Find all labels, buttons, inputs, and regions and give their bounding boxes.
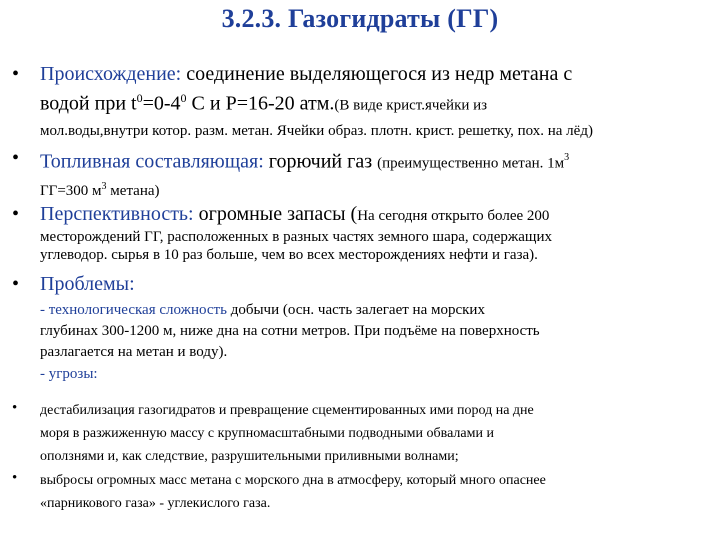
page-title: 3.2.3. Газогидраты (ГГ) (221, 4, 499, 33)
threat-1-line-2: моря в разжиженную массу с крупномасштабными подводными обвалами и (40, 426, 494, 441)
origin-text-3: мол.воды,внутри котор. разм. метан. Ячейки образ. плотн. крист. решетку, пох. на лёд) (40, 122, 593, 139)
superscript: 0 (180, 91, 187, 105)
threat-2-line-2: «парникового газа» - углекислого газа. (40, 496, 271, 511)
threats-label: - угрозы: (40, 366, 98, 382)
bullet-fuel (12, 146, 716, 202)
bullet-marker: • (12, 400, 18, 416)
bullet-origin (12, 62, 716, 144)
bullet-prospects (12, 202, 716, 264)
threat-item-1 (12, 399, 716, 468)
bullet-marker: • (12, 273, 20, 295)
problems-text-1: добычи (осн. часть залегает на морских (226, 302, 485, 318)
origin-text-2a: водой при t (40, 92, 137, 115)
origin-heading: Происхождение: (40, 63, 182, 85)
problems-text-2: глубинах 300-1200 м, ниже дна на сотни метров. При подъёме на поверхность (40, 323, 540, 339)
threat-1-line-3: оползнями и, как следствие, разрушительными приливными волнами; (40, 449, 459, 464)
threat-item-2 (12, 469, 716, 515)
superscript: 3 (101, 180, 107, 192)
origin-text-2d: (В виде крист.ячейки из (334, 97, 488, 114)
fuel-heading: Топливная составляющая: (40, 150, 264, 173)
fuel-text-2b: метана) (106, 182, 160, 199)
fuel-text-1b: (преимущественно метан. 1м (377, 155, 565, 172)
fuel-text-1: горючий газ (263, 150, 378, 173)
prospects-text-1b: На сегодня открыто более 200 (357, 208, 550, 224)
problems-heading: Проблемы: (40, 273, 135, 295)
bullet-problems (12, 272, 716, 385)
origin-text-2c: С и Р=16-20 атм. (186, 92, 335, 115)
prospects-text-2: месторождений ГГ, расположенных в разных частях земного шара, содержащих (40, 229, 553, 245)
bullet-marker: • (12, 203, 20, 225)
prospects-text-3: углеводор. сырья в 10 раз больше, чем во всех месторождениях нефти и газа). (40, 247, 538, 263)
prospects-text-1: огромные запасы ( (193, 203, 358, 225)
prospects-heading: Перспективность: (40, 203, 194, 225)
bullet-marker: • (12, 147, 20, 169)
problems-text-3: разлагается на метан и воду). (40, 344, 228, 360)
bullet-marker: • (12, 63, 20, 85)
origin-text-1: соединение выделяющегося из недр метана с (181, 63, 573, 85)
threat-2-line-1: выбросы огромных масс метана с морского дна в атмосферу, который много опаснее (40, 473, 546, 488)
superscript: 0 (136, 91, 143, 105)
threat-1-line-1: дестабилизация газогидратов и превращение сцементированных ими пород на дне (40, 403, 534, 418)
problems-tech-label: - технологическая сложность (40, 302, 227, 318)
superscript: 3 (564, 152, 570, 163)
bullet-marker: • (12, 470, 18, 486)
fuel-text-2a: ГГ=300 м (40, 182, 102, 199)
origin-text-2b: =0-4 (142, 92, 181, 115)
